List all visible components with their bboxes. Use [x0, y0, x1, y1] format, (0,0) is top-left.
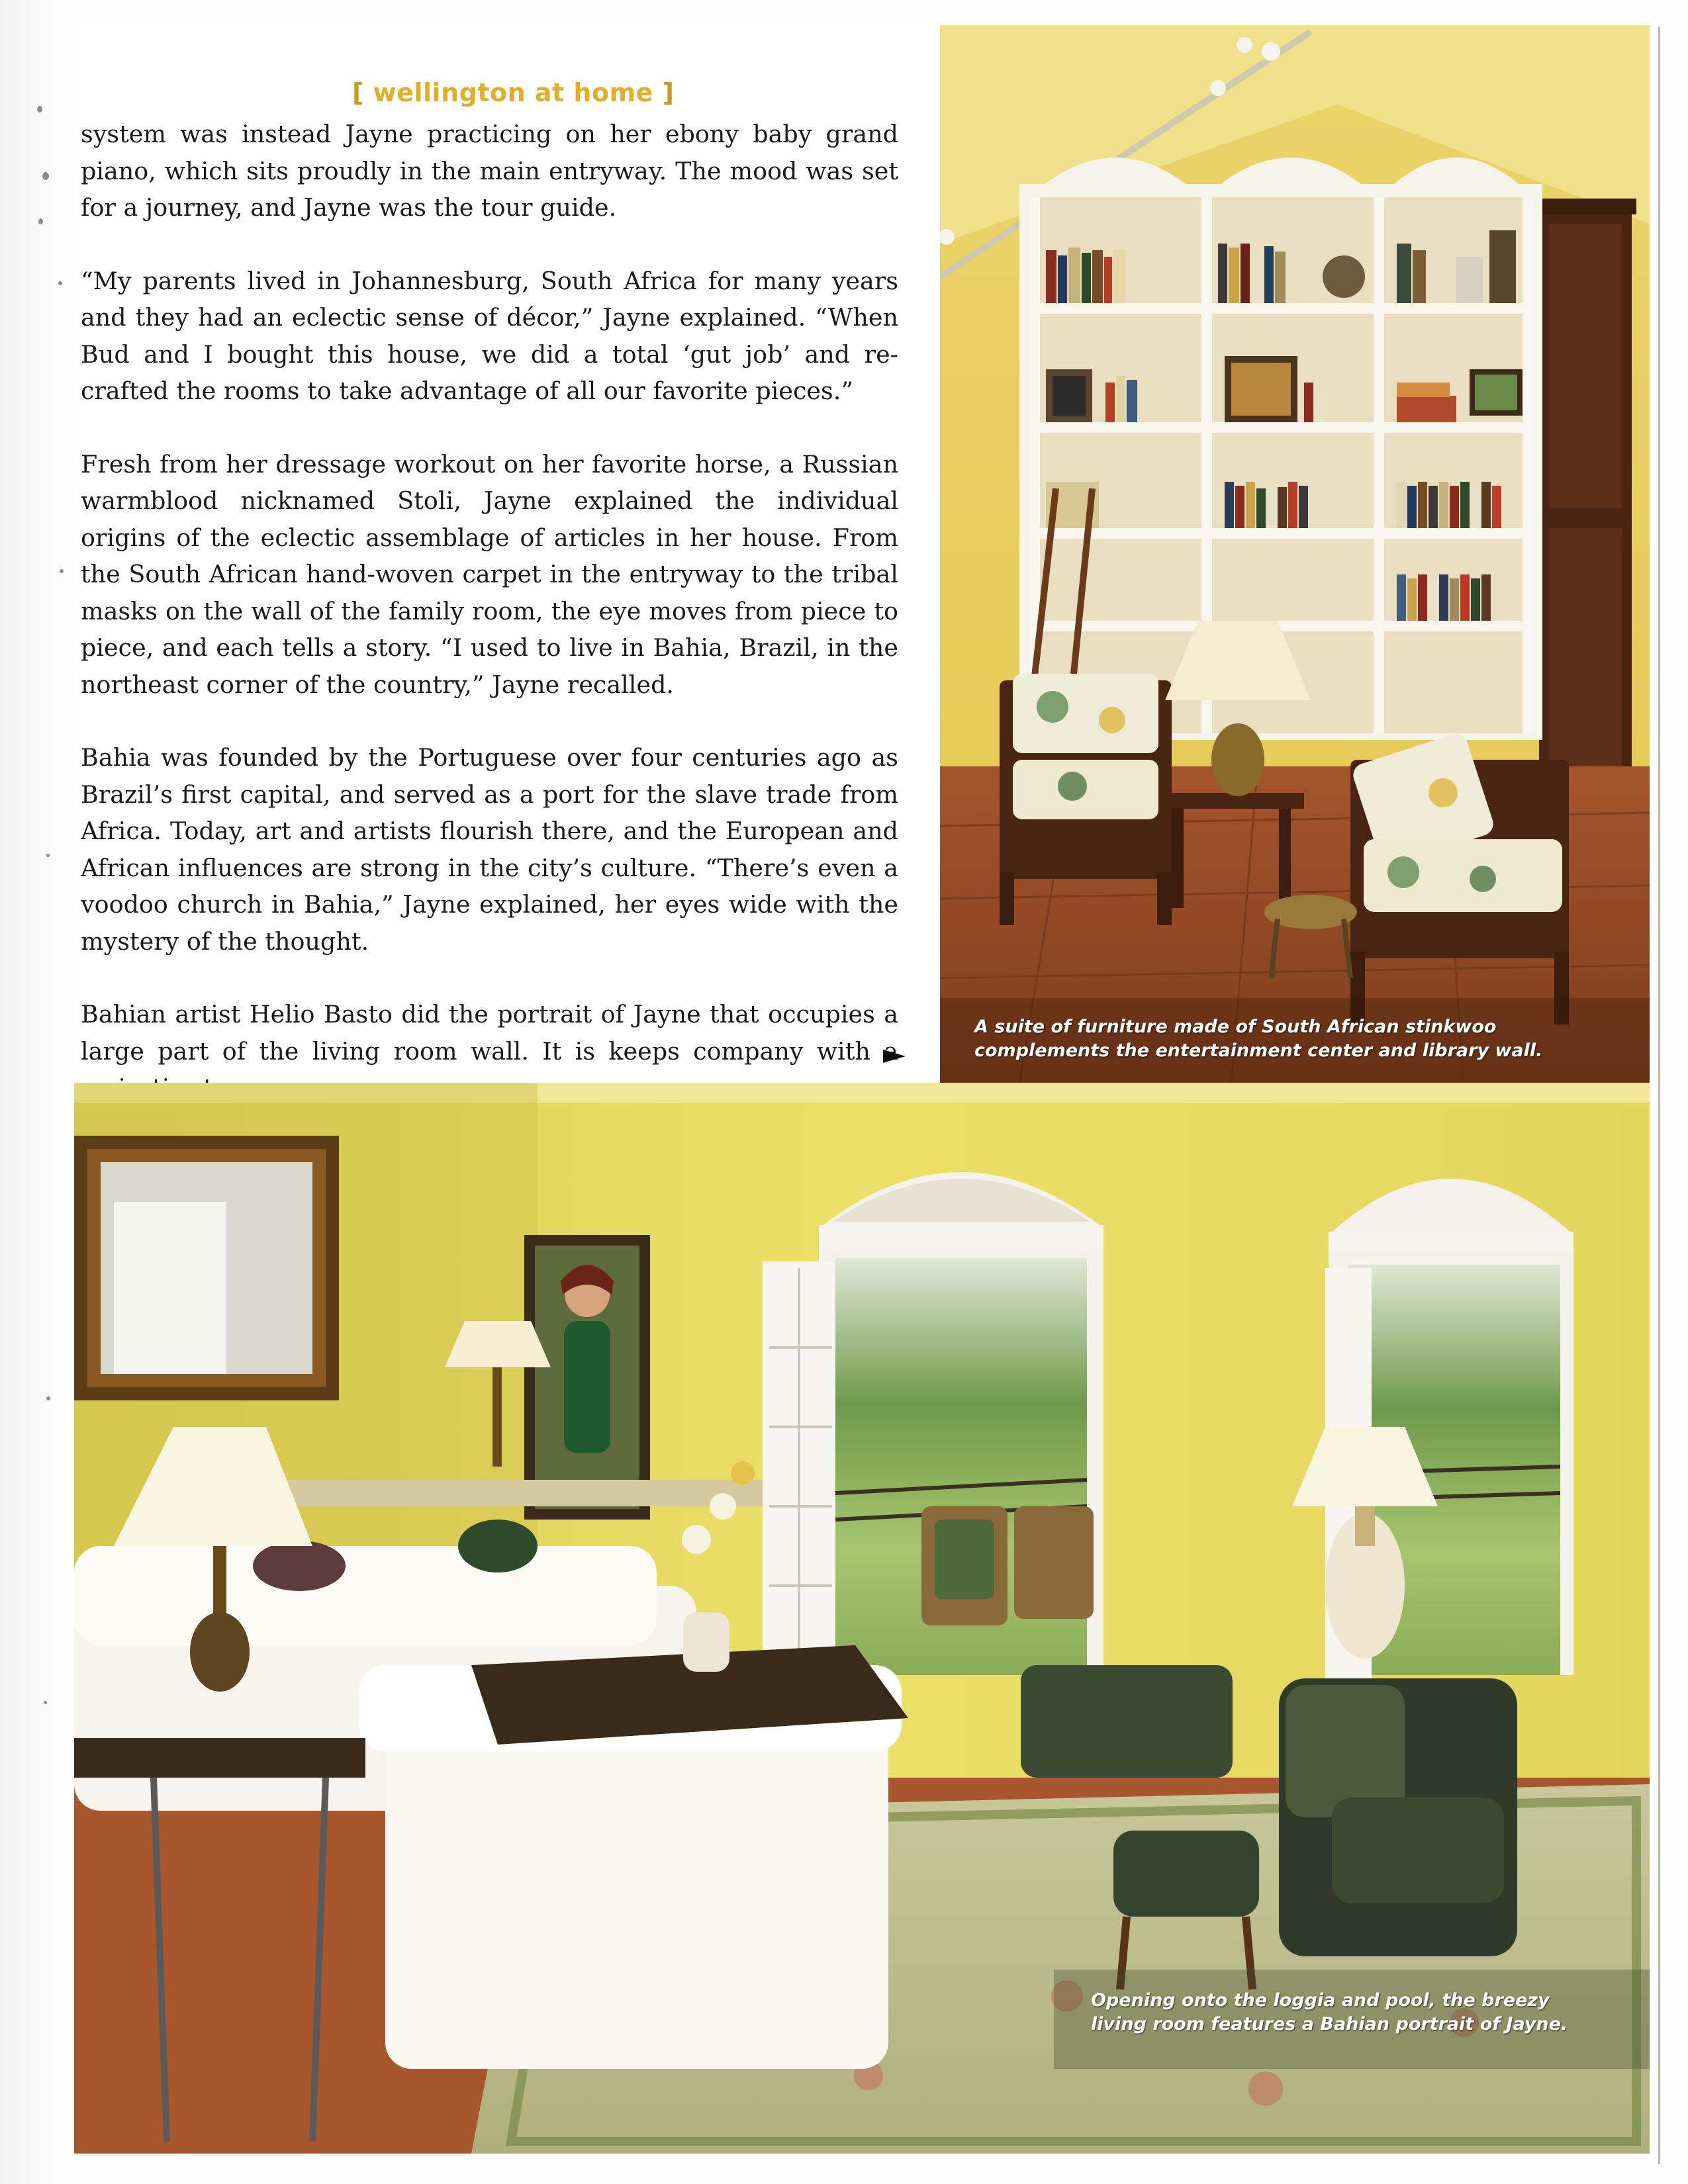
scan-speck: [60, 569, 64, 573]
library-photo: [940, 25, 1650, 1083]
article-paragraph: “My parents lived in Johannesburg, South Africa for many years and they had an eclectic sense of décor,” Jayne explained. “When Bud and I bought this house, we did a total ‘gut job’ and re-crafted the rooms to take advantage of all our favorite pieces.”: [81, 266, 898, 405]
article-paragraph: Bahian artist Helio Basto did the portrait of Jayne that occupies a large part of the living room wall. It is keeps company with a: [81, 1000, 898, 1066]
scan-speck: [42, 172, 49, 180]
caption-line: living room features a Bahian portrait of Jayne.: [1091, 2014, 1568, 2034]
library-photo-caption: [974, 1015, 1542, 1063]
article-text-column: [74, 26, 935, 1079]
scan-speck: [58, 281, 62, 285]
section-tag-open-bracket: [: [352, 78, 364, 107]
scan-speck: [46, 1396, 50, 1400]
scan-speck: [38, 218, 43, 224]
caption-line: A suite of furniture made of South African stinkwoo: [974, 1017, 1497, 1037]
scan-edge-right: [1658, 26, 1660, 2164]
article-body: [81, 116, 898, 1107]
scan-speck: [37, 106, 42, 113]
caption-line: complements the entertainment center and library wall.: [974, 1040, 1543, 1061]
scan-speck: [44, 1701, 47, 1704]
continue-arrow-icon: [883, 1050, 906, 1063]
article-paragraph: Fresh from her dressage workout on her favorite horse, a Russian warmblood nicknamed Stoli, Jayne explained the individual origins of the eclectic assemblage of articles in her house. From the South African hand-woven carpet in the entryway to the tribal masks on the wall of the family room, the eye moves from piece to piece, and each tells a story. “I used to live in Bahia, Brazil, in the northeast corner of the country,” Jayne recalled.: [81, 449, 898, 699]
article-paragraph: Bahia was founded by the Portuguese over four centuries ago as Brazil’s first capital, and served as a port for the slave trade from Africa. Today, art and artists flourish there, and the European and African influences are strong in the city’s culture. “There’s even a voodoo church in Bahia,” Jayne explained, her eyes wide with the mystery of the thought.: [81, 743, 898, 956]
section-tag-close-bracket: ]: [662, 78, 675, 107]
article-paragraph: system was instead Jayne practicing on her ebony baby grand piano, which sits proudly in the main entryway. The mood was set for a journey, and Jayne was the tour guide.: [81, 120, 898, 222]
caption-line: Opening onto the loggia and pool, the breezy: [1091, 1990, 1550, 2011]
living-room-photo-caption: [1091, 1989, 1568, 2036]
scan-speck: [46, 854, 50, 857]
section-tag: [352, 78, 675, 107]
section-tag-label: wellington at home: [373, 78, 653, 107]
scan-edge-left: [0, 0, 73, 2184]
library-photo-illustration: [940, 25, 1650, 1083]
